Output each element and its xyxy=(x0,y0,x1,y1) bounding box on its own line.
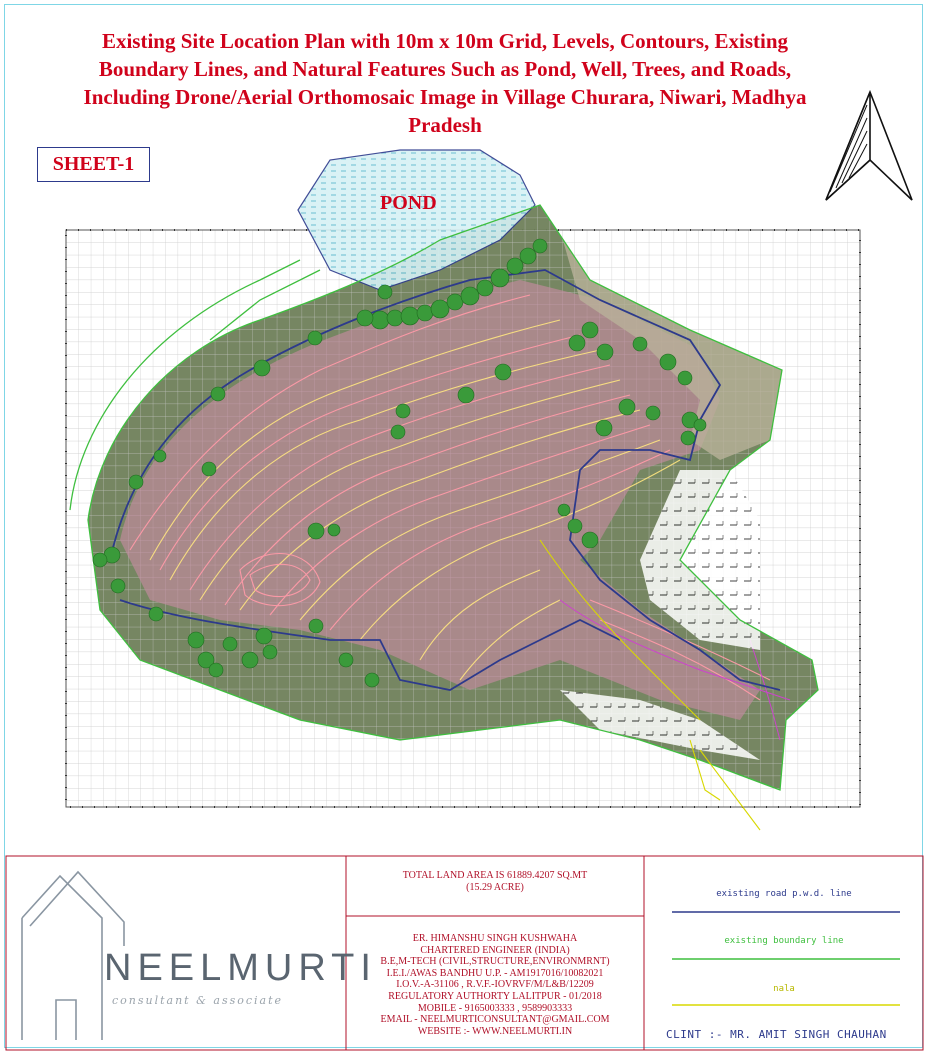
title-line-1: Existing Site Location Plan with 10m x 10m Grid, Levels, Contours, Existing xyxy=(101,29,789,53)
client-name: CLINT :- MR. AMIT SINGH CHAUHAN xyxy=(666,1028,887,1041)
pond-label: POND xyxy=(380,192,437,214)
engineer-website[interactable]: WEBSITE :- WWW.NEELMURTI.IN xyxy=(417,1025,573,1037)
engineer-email[interactable]: EMAIL - NEELMURTICONSULTANT@GMAIL.COM xyxy=(380,1014,610,1026)
logo-name: NEELMURTI xyxy=(104,947,377,989)
engineer-reg-1: I.E.I./AWAS BANDHU U.P. - AM1917016/10082021 xyxy=(386,967,604,979)
title-line-2: Boundary Lines, and Natural Features Such as Pond, Well, Trees, and Roads, xyxy=(98,57,792,81)
engineer-name: ER. HIMANSHU SINGH KUSHWAHA xyxy=(412,933,578,944)
title-line-3: Including Drone/Aerial Orthomosaic Image in Village Churara, Niwari, Madhya xyxy=(83,85,807,109)
engineer-reg-3: REGULATORY AUTHORTY LALITPUR - 01/2018 xyxy=(388,990,602,1002)
logo-tagline: consultant & associate xyxy=(112,994,284,1007)
legend-boundary: existing boundary line xyxy=(724,936,844,946)
engineer-title: CHARTERED ENGINEER (INDIA) xyxy=(420,944,570,956)
engineer-degree: B.E,M-TECH (CIVIL,STRUCTURE,ENVIRONMRNT) xyxy=(380,956,610,968)
legend-road: existing road p.w.d. line xyxy=(716,889,852,899)
north-arrow-icon xyxy=(826,92,912,200)
land-area-acre: (15.29 ACRE) xyxy=(466,882,524,893)
land-area-value: TOTAL LAND AREA IS 61889.4207 SQ.MT xyxy=(402,870,588,881)
land-area-box xyxy=(346,858,644,916)
title-line-4: Pradesh xyxy=(408,113,482,137)
engineer-details xyxy=(346,916,644,1048)
sheet-label: SHEET-1 xyxy=(37,147,150,182)
engineer-mobile: MOBILE - 9165003333 , 9589903333 xyxy=(417,1002,573,1014)
engineer-reg-2: I.O.V.-A-31106 , R.V.F.-IOVRVF/M/L&B/12209 xyxy=(396,979,594,991)
legend-nala: nala xyxy=(773,984,795,994)
